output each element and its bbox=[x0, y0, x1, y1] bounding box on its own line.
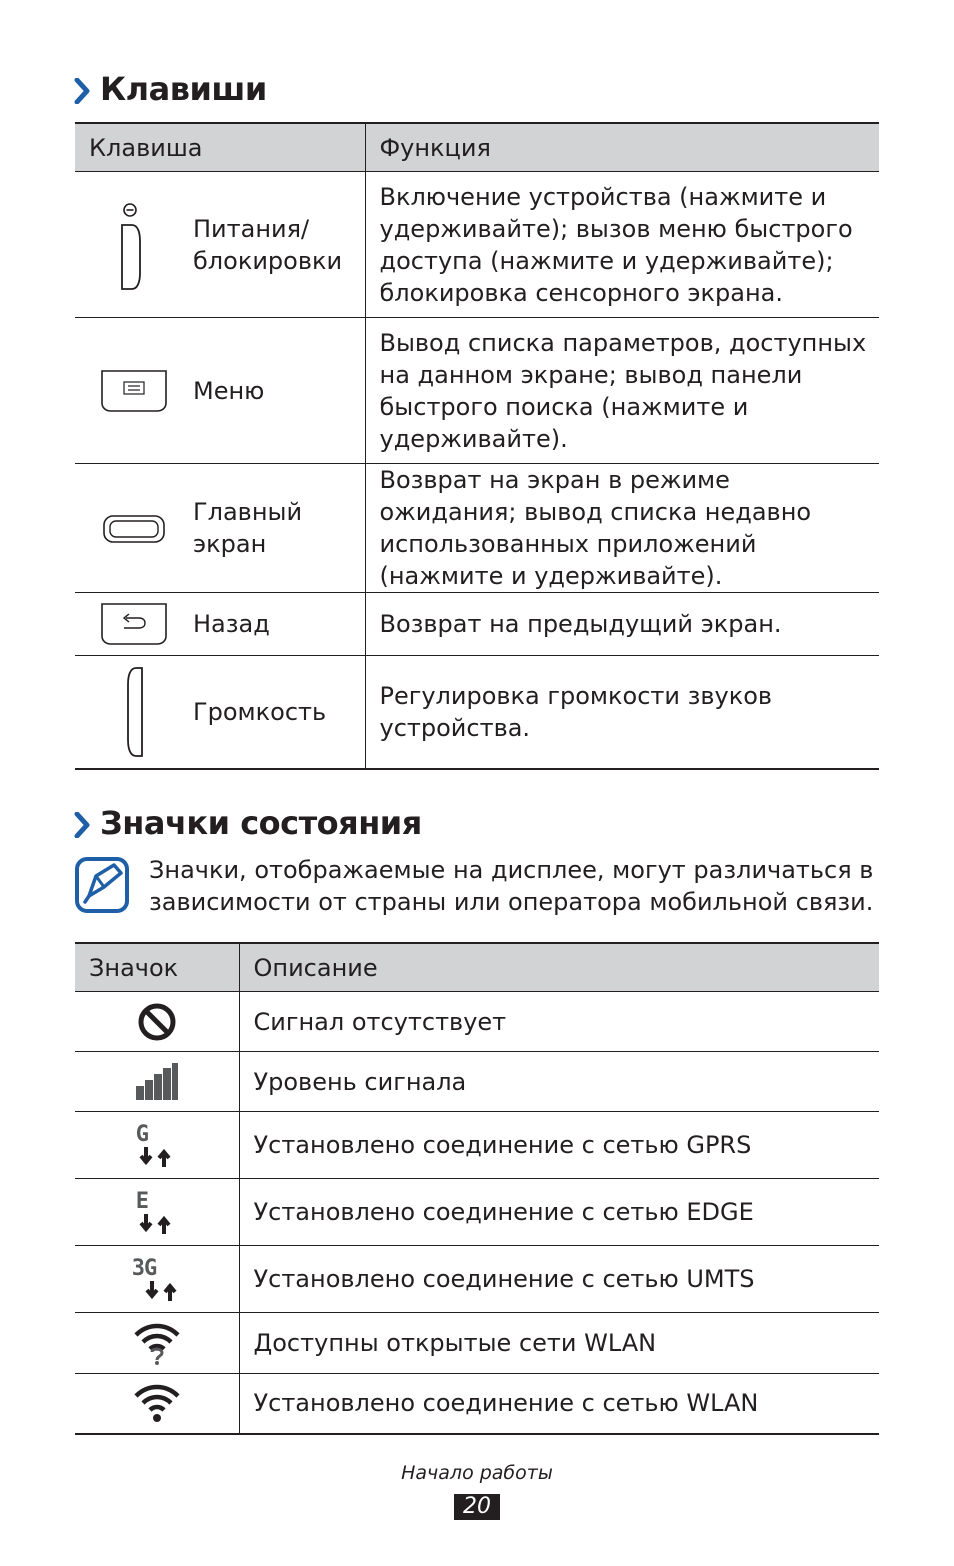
status-table-header bbox=[75, 943, 879, 992]
table-row bbox=[75, 656, 879, 769]
status-description: Установлено соединение с сетью WLAN bbox=[239, 1374, 879, 1434]
key-icon-cell bbox=[75, 593, 193, 656]
gprs-letter: G bbox=[135, 1122, 149, 1147]
table-row bbox=[75, 992, 879, 1052]
table-row bbox=[75, 1179, 879, 1246]
keys-table-header bbox=[75, 123, 879, 172]
status-section-title: Значки состояния bbox=[100, 804, 422, 842]
keys-section-heading bbox=[74, 70, 267, 108]
wlan-open-icon bbox=[132, 1328, 182, 1356]
page-number: 20 bbox=[454, 1494, 500, 1520]
back-key-icon bbox=[100, 609, 168, 637]
status-description: Сигнал отсутствует bbox=[239, 992, 879, 1052]
table-row bbox=[75, 318, 879, 464]
edge-icon bbox=[134, 1188, 180, 1236]
status-icon-cell bbox=[75, 1246, 239, 1313]
key-function: Возврат на предыдущий экран. bbox=[365, 593, 879, 656]
volume-key-icon bbox=[114, 697, 154, 725]
table-row bbox=[75, 1112, 879, 1179]
status-icon-cell bbox=[75, 1052, 239, 1112]
key-name: Меню bbox=[193, 318, 365, 464]
table-row bbox=[75, 1052, 879, 1112]
status-description: Установлено соединение с сетью GPRS bbox=[239, 1112, 879, 1179]
chevron-right-icon bbox=[74, 70, 90, 108]
keys-table bbox=[75, 122, 879, 770]
home-key-icon bbox=[102, 514, 166, 542]
key-column-header: Клавиша bbox=[75, 123, 365, 172]
wlan-connected-icon bbox=[132, 1388, 182, 1416]
status-icon-cell bbox=[75, 1313, 239, 1374]
status-description: Установлено соединение с сетью EDGE bbox=[239, 1179, 879, 1246]
key-name: Питания/ блокировки bbox=[193, 172, 365, 318]
umts-icon bbox=[132, 1255, 182, 1303]
keys-section-title: Клавиши bbox=[100, 70, 267, 108]
table-row bbox=[75, 464, 879, 593]
status-icon-cell bbox=[75, 1374, 239, 1434]
description-column-header: Описание bbox=[239, 943, 879, 992]
function-column-header: Функция bbox=[365, 123, 879, 172]
signal-strength-icon bbox=[134, 1067, 180, 1095]
status-icon-cell bbox=[75, 1112, 239, 1179]
chevron-right-icon bbox=[74, 804, 90, 842]
gprs-icon bbox=[134, 1121, 180, 1169]
status-description: Установлено соединение с сетью UMTS bbox=[239, 1246, 879, 1313]
key-function: Включение устройства (нажмите и удерживайте); вызов меню быстрого доступа (нажмите и удерживайте); блокировка сенсорного экрана. bbox=[365, 172, 879, 318]
table-row bbox=[75, 1374, 879, 1434]
no-signal-icon bbox=[137, 1007, 177, 1035]
footer-chapter-title: Начало работы bbox=[401, 1462, 553, 1484]
table-row bbox=[75, 1246, 879, 1313]
edge-letter: E bbox=[135, 1189, 149, 1214]
status-section-heading bbox=[74, 804, 422, 842]
table-row bbox=[75, 172, 879, 318]
icon-column-header: Значок bbox=[75, 943, 239, 992]
status-icon-cell bbox=[75, 1179, 239, 1246]
umts-letters: 3G bbox=[131, 1256, 157, 1281]
key-function: Регулировка громкости звуков устройства. bbox=[365, 656, 879, 769]
status-description: Уровень сигнала bbox=[239, 1052, 879, 1112]
status-icon-cell bbox=[75, 992, 239, 1052]
table-row bbox=[75, 593, 879, 656]
note-pencil-icon bbox=[74, 856, 130, 914]
menu-key-icon bbox=[100, 376, 168, 404]
key-function: Вывод списка параметров, доступных на данном экране; вывод панели быстрого поиска (нажмите и удерживайте). bbox=[365, 318, 879, 464]
key-icon-cell bbox=[75, 318, 193, 464]
status-description: Доступны открытые сети WLAN bbox=[239, 1313, 879, 1374]
key-name: Громкость bbox=[193, 656, 365, 769]
key-function: Возврат на экран в режиме ожидания; вывод списка недавно использованных приложений (нажмите и удерживайте). bbox=[365, 464, 879, 593]
key-name: Главный экран bbox=[193, 464, 365, 593]
key-icon-cell bbox=[75, 656, 193, 769]
note-text: Значки, отображаемые на дисплее, могут различаться в зависимости от страны или оператора мобильной связи. bbox=[149, 856, 874, 916]
power-lock-key-icon bbox=[114, 230, 154, 258]
table-row bbox=[75, 1313, 879, 1374]
key-icon-cell bbox=[75, 172, 193, 318]
status-icons-table bbox=[75, 942, 879, 1435]
key-name: Назад bbox=[193, 593, 365, 656]
key-icon-cell bbox=[75, 464, 193, 593]
